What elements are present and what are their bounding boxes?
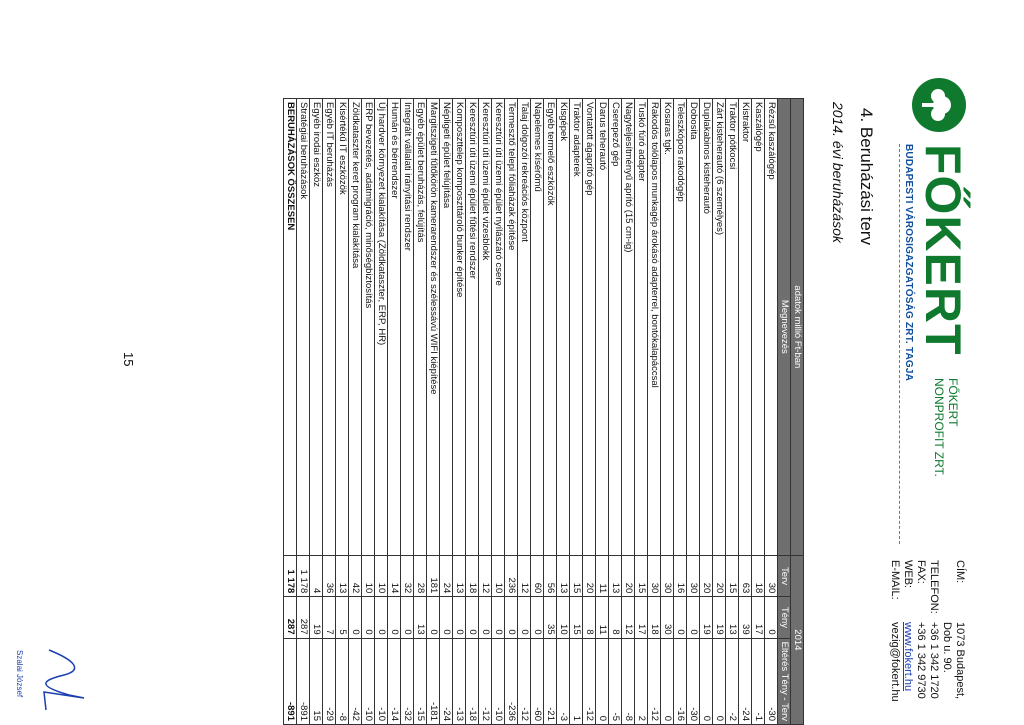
- contact-value: Dob u. 90.: [941, 622, 953, 673]
- table-body: [297, 99, 778, 725]
- row-plan: 4: [310, 555, 323, 597]
- row-difference: 2: [635, 638, 648, 724]
- row-description: Termesztő telepi fóliaházak építése: [505, 99, 518, 556]
- header-divider: [899, 144, 900, 544]
- table-foot: [284, 99, 297, 725]
- row-actual: 15: [570, 597, 583, 638]
- row-plan: 32: [401, 555, 414, 597]
- row-plan: 42: [349, 555, 362, 597]
- row-difference: -10: [375, 638, 388, 724]
- row-difference: -13: [453, 638, 466, 724]
- row-difference: -3: [557, 638, 570, 724]
- row-actual: 287: [297, 597, 310, 638]
- table-head: [778, 99, 804, 725]
- row-plan: 15: [635, 555, 648, 597]
- row-plan: 10: [362, 555, 375, 597]
- letterhead: [889, 40, 974, 705]
- contact-row: [927, 560, 940, 702]
- row-description: Darus teherautó: [596, 99, 609, 556]
- row-difference: -14: [388, 638, 401, 724]
- table-row: [687, 99, 700, 725]
- brand-subtitle-line1: FŐKERT: [946, 378, 960, 427]
- section-title: 4. Beruházási terv: [857, 108, 876, 246]
- row-plan: 60: [531, 555, 544, 597]
- row-actual: 19: [700, 597, 713, 638]
- row-difference: -29: [323, 638, 336, 724]
- row-plan: 28: [414, 555, 427, 597]
- row-plan: 10: [492, 555, 505, 597]
- row-actual: 17: [752, 597, 765, 638]
- row-actual: 0: [427, 597, 440, 638]
- contact-value: +36 1 342 1720: [928, 622, 940, 699]
- row-description: Keresztúri úti üzemi épület nyílászáró csere: [492, 99, 505, 556]
- table-row: [622, 99, 635, 725]
- row-description: ERP bevezetés, adatmigráció, minőségbiztosítás: [362, 99, 375, 556]
- table-row: [596, 99, 609, 725]
- row-description: Cserepező gép: [609, 99, 622, 556]
- row-description: Komposzttelep komposzttároló bunker építése: [453, 99, 466, 556]
- contact-label: [940, 560, 953, 622]
- row-plan: 12: [518, 555, 531, 597]
- row-description: Stratégiai beruházások: [297, 99, 310, 556]
- row-actual: 0: [362, 597, 375, 638]
- row-difference: -24: [739, 638, 752, 724]
- table-row: [388, 99, 401, 725]
- row-description: Kistraktor: [739, 99, 752, 556]
- row-actual: 0: [466, 597, 479, 638]
- row-difference: -236: [505, 638, 518, 724]
- contact-row: [953, 560, 966, 702]
- investment-table: [283, 98, 804, 725]
- row-plan: 20: [622, 555, 635, 597]
- contact-row: [901, 560, 914, 702]
- row-description: Kisértékű IT eszközök: [336, 99, 349, 556]
- row-actual: 0: [479, 597, 492, 638]
- contact-label: TELEFON:: [928, 560, 940, 614]
- row-difference: -2: [726, 638, 739, 724]
- row-difference: -1: [752, 638, 765, 724]
- row-description: Új hardver környezet kialakítása (Zöldkataszter, ERP, HR): [375, 99, 388, 556]
- table-row: [492, 99, 505, 725]
- row-difference: -21: [544, 638, 557, 724]
- table-row: [466, 99, 479, 725]
- row-description: Népligeti épület felújítása: [440, 99, 453, 556]
- row-difference: -10: [362, 638, 375, 724]
- row-difference: -16: [674, 638, 687, 724]
- table-row: [765, 99, 778, 725]
- row-plan: 15: [726, 555, 739, 597]
- row-difference: 15: [310, 638, 323, 724]
- row-difference: -30: [765, 638, 778, 724]
- row-description: Keresztúri úti üzemi épület vizesblokk: [479, 99, 492, 556]
- row-plan: 24: [440, 555, 453, 597]
- contact-label: E-MAIL:: [889, 560, 901, 600]
- row-actual: 12: [622, 597, 635, 638]
- row-difference: -60: [531, 638, 544, 724]
- row-description: Nagyteljesítményű aprító (15 cm-ig): [622, 99, 635, 556]
- brand-name: FŐKERT: [915, 144, 971, 356]
- row-difference: -5: [609, 638, 622, 724]
- row-description: Egyéb épület beruházás, felújítás: [414, 99, 427, 556]
- table-row: [414, 99, 427, 725]
- total-difference: -891: [284, 638, 297, 724]
- row-actual: 10: [557, 597, 570, 638]
- row-difference: -12: [479, 638, 492, 724]
- total-actual: 287: [284, 597, 297, 638]
- row-description: Vontatott ágaprító gép: [583, 99, 596, 556]
- row-difference: -8: [336, 638, 349, 724]
- table-row: [310, 99, 323, 725]
- row-plan: 13: [609, 555, 622, 597]
- table-row: [739, 99, 752, 725]
- row-plan: 14: [388, 555, 401, 597]
- row-actual: 0: [531, 597, 544, 638]
- table-row: [297, 99, 310, 725]
- row-plan: 13: [453, 555, 466, 597]
- row-plan: 56: [544, 555, 557, 597]
- row-description: Rakodós tolólapos munkagép árokásó adapterrel, bontókalapáccsal: [648, 99, 661, 556]
- row-plan: 20: [700, 555, 713, 597]
- row-plan: 13: [557, 555, 570, 597]
- total-label: BERUHÁZÁSOK ÖSSZESEN: [284, 99, 297, 556]
- fokert-logo-icon: [912, 78, 966, 132]
- row-actual: 0: [401, 597, 414, 638]
- table-row: [635, 99, 648, 725]
- row-description: Zöldkataszter keret program kialakítása: [349, 99, 362, 556]
- table-head-row: [791, 99, 804, 725]
- actual-header: Tény: [778, 597, 791, 638]
- row-description: Integrált vállalati irányítási rendszer: [401, 99, 414, 556]
- email-address: vezig@fokert.hu: [889, 622, 901, 702]
- row-difference: -891: [297, 638, 310, 724]
- row-actual: 11: [596, 597, 609, 638]
- row-actual: 0: [388, 597, 401, 638]
- table-row: [713, 99, 726, 725]
- table-row: [453, 99, 466, 725]
- unit-header: adatok millió Ft-ban: [791, 99, 804, 556]
- contact-row: [940, 560, 953, 702]
- row-plan: 30: [687, 555, 700, 597]
- row-description: Tuskó fúró adapter: [635, 99, 648, 556]
- table-row: [479, 99, 492, 725]
- table-subtitle: 2014. évi beruházások: [830, 102, 846, 243]
- table-row: [323, 99, 336, 725]
- row-difference: -12: [583, 638, 596, 724]
- row-plan: 11: [596, 555, 609, 597]
- table-row: [505, 99, 518, 725]
- row-plan: 181: [427, 555, 440, 597]
- contact-label: WEB:: [902, 560, 914, 589]
- row-difference: 0: [596, 638, 609, 724]
- row-plan: 15: [570, 555, 583, 597]
- table-row: [752, 99, 765, 725]
- brand-subtitle-line2: NONPROFIT ZRT.: [932, 378, 946, 477]
- row-description: Dobosita: [687, 99, 700, 556]
- row-description: Egyéb termelő eszközök: [544, 99, 557, 556]
- table-row: [674, 99, 687, 725]
- table-row: [336, 99, 349, 725]
- contact-row: [888, 560, 901, 702]
- row-plan: 63: [739, 555, 752, 597]
- row-plan: 236: [505, 555, 518, 597]
- row-description: Zárt kisteherautó (6 személyes): [713, 99, 726, 556]
- row-difference: 0: [700, 638, 713, 724]
- table-row: [401, 99, 414, 725]
- row-actual: 0: [492, 597, 505, 638]
- contact-label: FAX:: [915, 560, 927, 584]
- row-description: Traktor pótkocsi: [726, 99, 739, 556]
- row-actual: 13: [726, 597, 739, 638]
- contact-block: [888, 560, 966, 702]
- row-plan: 36: [323, 555, 336, 597]
- row-actual: 0: [349, 597, 362, 638]
- table-row: [531, 99, 544, 725]
- table-head-row: [778, 99, 791, 725]
- row-plan: 30: [765, 555, 778, 597]
- contact-label: CÍM:: [954, 560, 966, 584]
- row-actual: 0: [687, 597, 700, 638]
- group-tagline: BUDAPESTI VÁROSIGAZGATÓSÁG ZRT. TAGJA: [903, 144, 914, 382]
- website-link[interactable]: www.fokert.hu: [902, 622, 914, 692]
- row-actual: 19: [310, 597, 323, 638]
- table-row: [661, 99, 674, 725]
- row-description: Humán és bérrendszer: [388, 99, 401, 556]
- row-description: Duplakabinos kisteherautó: [700, 99, 713, 556]
- row-difference: 0: [713, 638, 726, 724]
- row-actual: 18: [648, 597, 661, 638]
- table-row: [518, 99, 531, 725]
- table-row: [570, 99, 583, 725]
- row-plan: 13: [336, 555, 349, 597]
- row-actual: 39: [739, 597, 752, 638]
- row-actual: 0: [453, 597, 466, 638]
- row-actual: 19: [713, 597, 726, 638]
- row-actual: 0: [674, 597, 687, 638]
- row-difference: -24: [440, 638, 453, 724]
- row-plan: 12: [479, 555, 492, 597]
- row-description: Kosaras tgk.: [661, 99, 674, 556]
- row-plan: 18: [466, 555, 479, 597]
- table-row: [362, 99, 375, 725]
- row-actual: 0: [440, 597, 453, 638]
- row-actual: 0: [375, 597, 388, 638]
- table-row: [440, 99, 453, 725]
- signature-name: Szalai József: [15, 650, 24, 698]
- total-plan: 1 178: [284, 555, 297, 597]
- row-plan: 1 178: [297, 555, 310, 597]
- difference-header: Eltérés Tény - Terv: [778, 638, 791, 724]
- row-description: Kaszálógép: [752, 99, 765, 556]
- table-row: [700, 99, 713, 725]
- signature-icon: [24, 640, 104, 720]
- row-actual: 30: [661, 597, 674, 638]
- row-actual: 0: [765, 597, 778, 638]
- row-actual: 7: [323, 597, 336, 638]
- table-row: [648, 99, 661, 725]
- description-header: Megnevezés: [778, 99, 791, 556]
- row-actual: 0: [518, 597, 531, 638]
- row-difference: -12: [648, 638, 661, 724]
- plan-header: Terv: [778, 555, 791, 597]
- brand-subtitle: [932, 378, 960, 477]
- row-plan: 18: [752, 555, 765, 597]
- row-description: Keresztúri úti üzemi épület fűtési rendszer: [466, 99, 479, 556]
- row-actual: 13: [414, 597, 427, 638]
- table-row: [557, 99, 570, 725]
- page-number: 15: [121, 352, 136, 367]
- table-row: [375, 99, 388, 725]
- row-actual: 5: [336, 597, 349, 638]
- contact-value: 1073 Budapest,: [954, 622, 966, 700]
- row-difference: -10: [492, 638, 505, 724]
- year-header: 2014: [791, 555, 804, 724]
- contact-row: [914, 560, 927, 702]
- row-description: Talaj dolgozói rekreációs központ: [518, 99, 531, 556]
- row-description: Egyéb irodai eszköz: [310, 99, 323, 556]
- row-difference: -15: [414, 638, 427, 724]
- row-actual: 17: [635, 597, 648, 638]
- row-difference: -181: [427, 638, 440, 724]
- row-plan: 20: [583, 555, 596, 597]
- row-actual: 8: [583, 597, 596, 638]
- row-actual: 35: [544, 597, 557, 638]
- table-row: [427, 99, 440, 725]
- table-row: [583, 99, 596, 725]
- contact-value: +36 1 342 9730: [915, 622, 927, 699]
- row-difference: -8: [622, 638, 635, 724]
- row-difference: 0: [661, 638, 674, 724]
- row-plan: 30: [648, 555, 661, 597]
- row-difference: -12: [518, 638, 531, 724]
- row-plan: 30: [661, 555, 674, 597]
- row-difference: -18: [466, 638, 479, 724]
- row-description: Traktor adapterek: [570, 99, 583, 556]
- total-row: [284, 99, 297, 725]
- row-description: Napelemes kísérőmű: [531, 99, 544, 556]
- row-actual: 8: [609, 597, 622, 638]
- row-description: Margitszigeti fűtőkörön kamerarendszer és szélessávú WIFI kiépítése: [427, 99, 440, 556]
- row-difference: -32: [401, 638, 414, 724]
- table-row: [726, 99, 739, 725]
- row-difference: 1: [570, 638, 583, 724]
- row-plan: 20: [713, 555, 726, 597]
- row-actual: 0: [505, 597, 518, 638]
- row-description: Teleszkópos rakodógép: [674, 99, 687, 556]
- table-row: [609, 99, 622, 725]
- row-difference: -30: [687, 638, 700, 724]
- table-row: [349, 99, 362, 725]
- row-plan: 16: [674, 555, 687, 597]
- row-plan: 10: [375, 555, 388, 597]
- row-description: Egyéb IT beruházás: [323, 99, 336, 556]
- row-difference: -42: [349, 638, 362, 724]
- row-description: Rézsű kaszálógép: [765, 99, 778, 556]
- table-row: [544, 99, 557, 725]
- row-description: Kisgépek: [557, 99, 570, 556]
